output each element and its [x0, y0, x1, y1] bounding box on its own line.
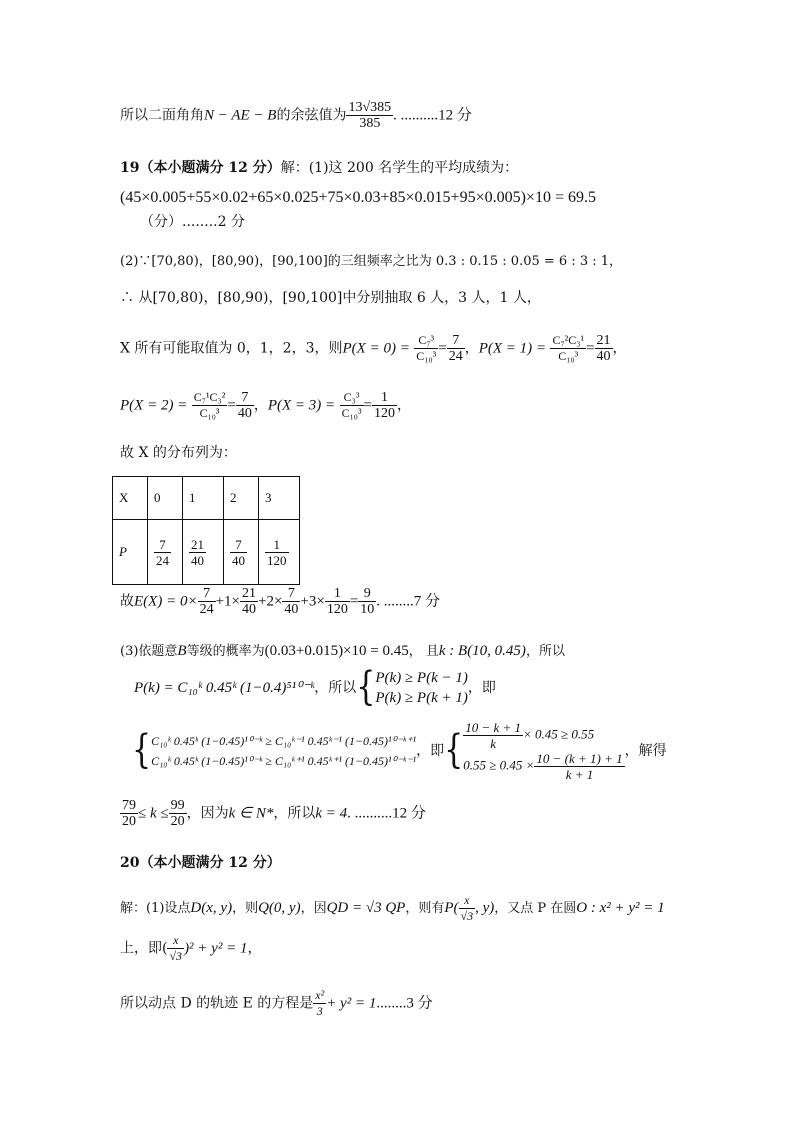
fraction [154, 537, 171, 568]
system [375, 668, 467, 708]
text: ，所以 [525, 644, 565, 659]
numerator: x² [315, 988, 325, 1002]
expr: ≤ k ≤ [138, 805, 169, 822]
denominator: 24 [199, 602, 214, 617]
text: ，则 [232, 901, 259, 916]
expr: P(k) = C₁₀ᵏ 0.45ᵏ (1−0.4)⁵¹⁰⁻ᵏ [134, 680, 315, 696]
fraction [265, 537, 289, 568]
numerator: 21 [191, 536, 204, 552]
prob-line-1 [120, 333, 627, 364]
text: 解：(1)设点 [120, 901, 191, 916]
numerator: x [167, 933, 184, 949]
text: ，则有 [405, 901, 445, 916]
numerator: 7 [198, 586, 216, 602]
inequality: P(k) ≥ P(k − 1) [375, 670, 468, 686]
table-cell [183, 520, 224, 585]
numerator: C₇²C₃¹ [552, 333, 585, 347]
numerator: C₃³ [340, 390, 364, 406]
table-cell: X [113, 477, 148, 520]
denominator: 40 [237, 406, 252, 421]
expr: O : x² + y² = 1 [576, 900, 665, 916]
denominator: 120 [374, 406, 396, 421]
numerator: C₇³ [414, 333, 438, 349]
q19-heading [120, 157, 518, 177]
fraction [198, 586, 216, 617]
mean-unit: （分）........2 分 [140, 214, 245, 230]
fraction [325, 586, 350, 617]
brace: { [132, 727, 152, 774]
fraction [120, 798, 138, 829]
numerator: 10 − k + 1 [465, 720, 522, 735]
system [151, 731, 416, 771]
text: ，即 [467, 680, 496, 696]
expr: QD = √3 QP [326, 900, 406, 916]
equals: = [438, 340, 447, 357]
denominator: 40 [191, 552, 204, 568]
text: ，即 [416, 743, 445, 759]
numerator: 79 [122, 798, 136, 813]
expr: P(X = 1) = [478, 340, 547, 357]
q19-intro: 解：(1)这 200 名学生的平均成绩为： [280, 160, 519, 176]
text: ， [247, 940, 262, 957]
denominator: 40 [596, 349, 611, 364]
fraction [459, 893, 476, 924]
expr: +3× [300, 593, 325, 610]
brace: { [444, 727, 464, 774]
table-row [113, 520, 300, 585]
denominator: k [490, 736, 496, 751]
expr: 0.55 ≥ 0.45 × [463, 757, 535, 773]
fraction [550, 333, 586, 364]
denominator: k + 1 [565, 767, 594, 782]
k-range-line [120, 798, 426, 829]
equals: = [227, 397, 236, 414]
text: 等级的概率为 [186, 644, 265, 659]
denominator: 385 [359, 116, 381, 131]
denominator: √3 [460, 909, 474, 923]
expr: D(x, y) [190, 900, 233, 916]
mean-expression: (45×0.005+55×0.02+65×0.025+75×0.03+85×0.015+95×0.005)×10 = 69.5 [120, 189, 596, 206]
denominator: 40 [232, 552, 245, 568]
table-cell: 0 [148, 477, 183, 520]
sep: ， [464, 340, 479, 357]
expr: P(X = 2) = [120, 397, 188, 414]
inequality [463, 751, 624, 782]
q20-substitution-line [120, 933, 261, 964]
table-row [113, 477, 300, 520]
numerator: 1 [325, 586, 350, 602]
denominator: 10 [360, 602, 375, 617]
expr: k = 4 [315, 805, 348, 822]
expr: P(X = 0) = [342, 340, 410, 357]
prob-line-2 [120, 390, 411, 421]
text: ， 且 [408, 644, 439, 659]
inequality: P(k) ≥ P(k + 1) [375, 690, 468, 706]
expr: , y) [475, 900, 495, 916]
denominator: 120 [267, 552, 287, 568]
expr: k ∈ N* [228, 805, 274, 822]
numerator: 1 [265, 537, 289, 553]
equals: = [586, 340, 595, 357]
fraction [240, 586, 258, 617]
ratio-line: (2)∵[70,80)，[80,90)，[90,100]的三组频率之比为 0.3 : 0.15 : 0.05 = 6 : 3 : 1， [120, 254, 623, 269]
fraction [447, 333, 465, 364]
denominator: 40 [284, 602, 299, 617]
q20-heading: 20（本小题满分 12 分） [120, 855, 281, 871]
text: 所以二面角角 [120, 107, 204, 124]
table-cell: 3 [259, 477, 300, 520]
expr: +2× [257, 593, 283, 610]
numerator: 10 − (k + 1) + 1 [536, 751, 623, 766]
q19-title: 19（本小题满分 12 分） [120, 160, 281, 176]
inequality-system [132, 720, 667, 782]
inequality: C₁₀ᵏ 0.45ᵏ (1−0.45)¹⁰⁻ᵏ ≥ C₁₀ᵏ⁺¹ 0.45ᵏ⁺¹ (1−0.45)¹⁰⁻ᵏ⁻¹ [151, 754, 417, 768]
numerator: 7 [447, 333, 465, 349]
expr: + y² = 1 [326, 995, 377, 1012]
fraction [414, 333, 438, 364]
sep: ， [612, 340, 627, 357]
fraction [358, 586, 376, 617]
denominator: C₁₀³ [558, 349, 579, 363]
numerator: 21 [596, 333, 611, 348]
fraction [313, 988, 326, 1019]
text: 所以动点 D 的轨迹 E 的方程是 [120, 995, 314, 1012]
score: . ..........12 分 [347, 805, 426, 822]
distribution-caption: 故 X 的分布列为： [120, 445, 237, 461]
expr: E(X) = 0× [134, 593, 198, 610]
numerator: 7 [236, 390, 254, 406]
numerator: 7 [230, 537, 247, 553]
denominator: C₁₀³ [341, 406, 362, 420]
table-cell [259, 520, 300, 585]
expr: P( [444, 900, 459, 916]
expr: N − AE − B [204, 107, 277, 124]
inequality [463, 720, 624, 751]
expectation-line [120, 586, 440, 617]
fraction [189, 537, 206, 568]
text: ，因为 [186, 805, 229, 822]
numerator: C₇¹C₃² [193, 390, 226, 404]
denominator: 3 [316, 1004, 323, 1018]
line-cosine-result [120, 100, 472, 131]
fraction [192, 390, 228, 421]
table-cell [224, 520, 259, 585]
expr: × 0.45 ≥ 0.55 [523, 726, 595, 742]
denominator: 24 [448, 349, 463, 364]
fraction [167, 933, 184, 964]
denominator: 120 [326, 602, 348, 617]
fraction [169, 798, 187, 829]
fraction [230, 537, 247, 568]
expr: Q(0, y) [258, 900, 301, 916]
sep: ， [397, 397, 412, 414]
system [463, 720, 624, 782]
numerator: 21 [241, 586, 256, 601]
inequality: C₁₀ᵏ 0.45ᵏ (1−0.45)¹⁰⁻ᵏ ≥ C₁₀ᵏ⁻¹ 0.45ᵏ⁻¹ (1−0.45)¹⁰⁻ᵏ⁺¹ [151, 734, 417, 748]
sampling-line: ∴ 从[70,80)，[80,90)，[90,100]中分别抽取 6 人，3 人，1 人， [120, 290, 541, 306]
denominator: 20 [170, 814, 185, 829]
expr: k : B(10, 0.45) [438, 643, 526, 659]
binomial-line [134, 664, 496, 711]
expr: B [177, 643, 187, 659]
numerator: 13√385 [348, 100, 392, 115]
score: . ..........12 分 [393, 107, 472, 124]
text: (3)依题意 [120, 644, 178, 659]
denominator: 24 [156, 552, 169, 568]
fraction [534, 751, 624, 782]
fraction [340, 390, 364, 421]
table-cell: 2 [224, 477, 259, 520]
expr: P(X = 3) = [267, 397, 336, 414]
fraction [463, 720, 523, 751]
q20-setup-line [120, 893, 665, 924]
text: 上，即( [120, 940, 168, 957]
text: 故 [120, 593, 134, 610]
fraction [595, 333, 613, 364]
text: X 所有可能取值为 0，1，2，3，则 [120, 340, 343, 357]
text: ，解得 [624, 743, 667, 759]
denominator: 40 [241, 602, 256, 617]
score: ........3 分 [376, 995, 433, 1012]
text: 的余弦值为 [276, 107, 347, 124]
fraction [282, 586, 300, 617]
distribution-table [112, 476, 300, 585]
brace: { [356, 664, 376, 711]
equals: = [363, 397, 373, 414]
denominator: C₁₀³ [199, 406, 220, 420]
numerator: 7 [282, 586, 300, 602]
expr: (0.03+0.015)×10 = 0.45 [264, 643, 409, 659]
sep: ， [253, 397, 268, 414]
table-cell: 1 [183, 477, 224, 520]
numerator: 7 [154, 537, 171, 553]
numerator: 1 [372, 390, 397, 406]
denominator: C₁₀³ [416, 349, 437, 363]
text: ，所以 [273, 805, 316, 822]
fraction [236, 390, 254, 421]
expr: )² + y² = 1 [184, 940, 248, 957]
numerator: x [459, 893, 476, 909]
part3-intro [120, 640, 565, 660]
fraction [372, 390, 397, 421]
text: ，所以 [314, 680, 357, 696]
score: . ........7 分 [376, 593, 441, 610]
table-cell [148, 520, 183, 585]
text: ，又点 P 在圆 [494, 901, 577, 916]
numerator: 99 [170, 798, 185, 813]
fraction [346, 100, 393, 131]
numerator: 9 [358, 586, 376, 602]
denominator: 20 [122, 814, 136, 829]
q20-result-line [120, 988, 433, 1019]
text: ，因 [300, 901, 327, 916]
denominator: √3 [169, 949, 183, 963]
table-cell: P [113, 520, 148, 585]
expr: +1× [215, 593, 240, 610]
equals: = [349, 593, 359, 610]
